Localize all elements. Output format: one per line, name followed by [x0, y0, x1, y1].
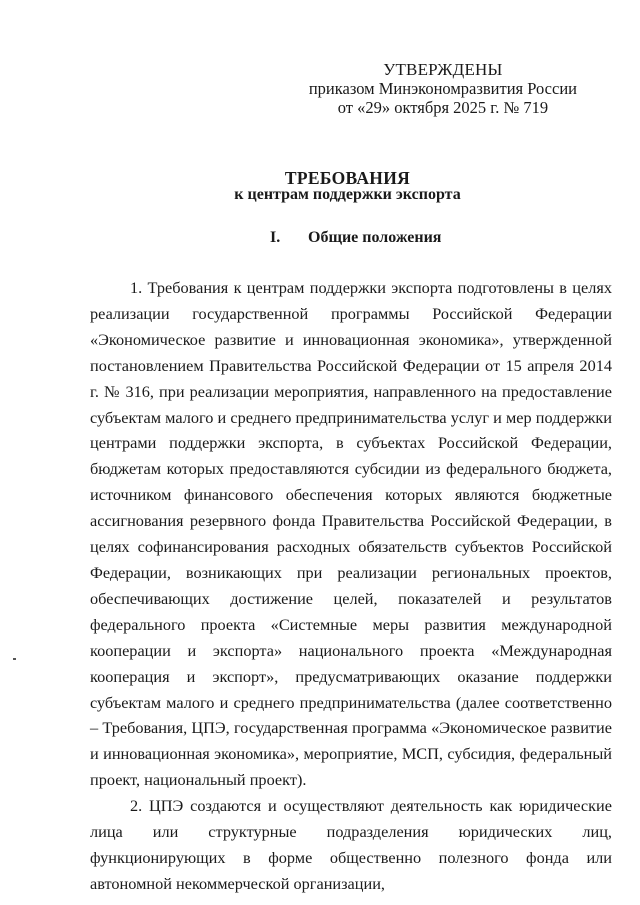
- approval-date-line: от «29» октября 2025 г. № 719: [337, 98, 549, 117]
- body-text: [90, 275, 612, 897]
- approval-order-line: приказом Минэкономразвития России: [308, 79, 577, 98]
- section-number: I.: [270, 229, 281, 246]
- paragraph-1: 1. Требования к центрам поддержки экспорта подготовлены в целях реализации государственной программы Российской Федерации «Экономическое развитие и инновационная экономика», утвержденной постановлением Правительства Российской Федерации от 15 апреля 2014 г. № 316, при реализации мероприятия, направленного на предоставление субъектам малого и среднего предпринимательства услуг и мер поддержки центрами поддержки экспорта, в субъектах Российской Федерации, бюджетам которых предоставляются субсидии из федерального бюджета, источником финансового обеспечения которых являются бюджетные ассигнования резервного фонда Правительства Российской Федерации, в целях софинансирования расходных обязательств субъектов Российской Федерации, возникающих при реализации региональных проектов, обеспечивающих достижение целей, показателей и результатов федерального проекта «Системные меры развития международной кооперации и экспорта» национального проекта «Международная кооперация и экспорт», предусматривающих оказание поддержки субъектам малого и среднего предпринимательства (далее соответственно – Требования, ЦПЭ, государственная программа «Экономическое развитие и инновационная экономика», мероприятие, МСП, субсидия, федеральный проект, национальный проект).: [90, 278, 612, 790]
- section-title: Общие положения: [308, 229, 442, 246]
- document-title: ТРЕБОВАНИЯ: [284, 168, 411, 188]
- document-subtitle: к центрам поддержки экспорта: [234, 186, 461, 203]
- section-heading: [270, 229, 441, 247]
- approval-stamp-block: [309, 60, 577, 117]
- margin-mark: [13, 658, 16, 660]
- approval-title: УТВЕРЖДЕНЫ: [383, 60, 503, 79]
- paragraph-2: 2. ЦПЭ создаются и осуществляют деятельность как юридические лица или структурные подразделения юридических лиц, функционирующих в форме общественно полезного фонда или автономной некоммерческой организации,: [90, 796, 612, 893]
